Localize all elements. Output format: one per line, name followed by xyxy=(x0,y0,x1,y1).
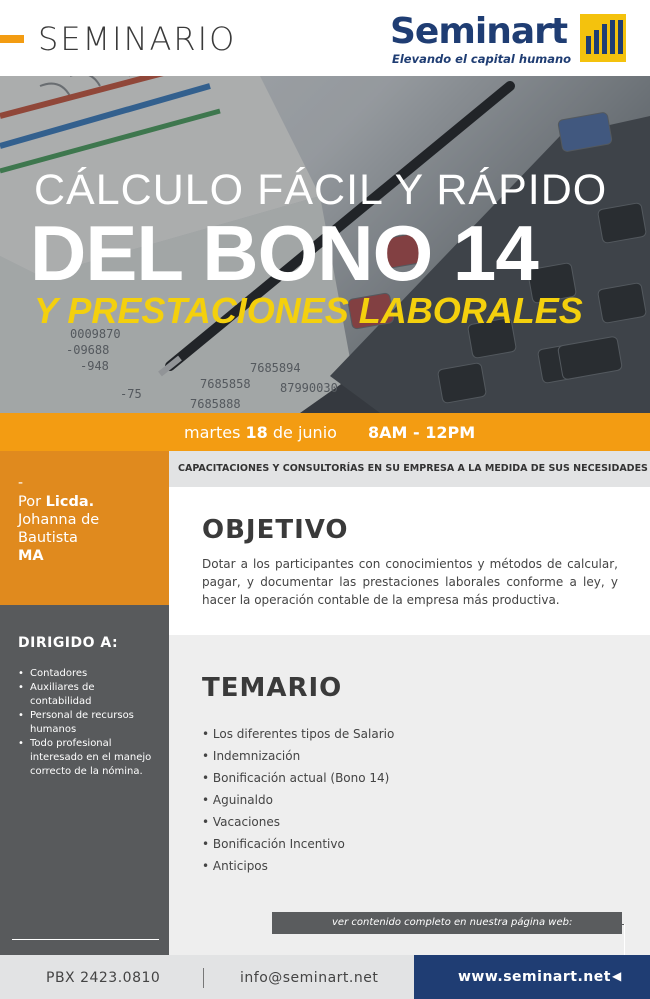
audience-item: • Contadores xyxy=(18,667,158,681)
arrow-left-icon: ◀ xyxy=(612,969,622,983)
syllabus-item: • Anticipos xyxy=(202,855,602,877)
syllabus-heading: TEMARIO xyxy=(202,673,343,703)
svg-text:7685858: 7685858 xyxy=(200,377,251,391)
speaker-panel xyxy=(0,451,169,605)
header xyxy=(0,0,650,76)
objective-heading: OBJETIVO xyxy=(202,515,349,545)
hero-banner xyxy=(0,76,650,413)
svg-text:-75: -75 xyxy=(120,387,142,401)
web-note-bar xyxy=(272,912,622,934)
svg-text:7685888: 7685888 xyxy=(190,397,241,411)
syllabus-item: • Aguinaldo xyxy=(202,789,602,811)
header-title: SEMINARIO xyxy=(38,20,237,58)
audience-heading: DIRIGIDO A: xyxy=(18,635,119,651)
audience-item: • Personal de recursos humanos xyxy=(18,709,158,737)
syllabus-list xyxy=(202,723,602,877)
seminart-logo[interactable] xyxy=(390,12,630,70)
hero-title-line-1: CÁLCULO FÁCIL Y RÁPIDO xyxy=(34,166,608,214)
audience-item: • Todo profesional interesado en el manejo correcto de la nómina. xyxy=(18,737,158,779)
syllabus-item: • Indemnización xyxy=(202,745,602,767)
syllabus-item: • Bonificación actual (Bono 14) xyxy=(202,767,602,789)
date-weekday: martes xyxy=(184,423,241,442)
hero-title-line-2: DEL BONO 14 xyxy=(30,209,538,297)
syllabus-section xyxy=(169,635,650,955)
speaker-dash: - xyxy=(18,475,24,491)
svg-text:7685894: 7685894 xyxy=(250,361,301,375)
date-bar xyxy=(0,413,650,451)
syllabus-item: • Los diferentes tipos de Salario xyxy=(202,723,602,745)
header-accent-bar xyxy=(0,35,24,43)
svg-text:-09688: -09688 xyxy=(66,343,110,357)
event-time: 8AM - 12PM xyxy=(368,423,476,442)
date-day-number: 18 xyxy=(245,423,268,442)
svg-text:0009870: 0009870 xyxy=(70,327,121,341)
speaker-degree: MA xyxy=(18,548,44,564)
syllabus-item: • Vacaciones xyxy=(202,811,602,833)
objective-section xyxy=(169,487,650,635)
syllabus-item: • Bonificación Incentivo xyxy=(202,833,602,855)
audience-panel xyxy=(0,605,169,955)
logo-wordmark: Seminart xyxy=(390,11,568,52)
divider xyxy=(12,939,159,940)
date-month: de junio xyxy=(272,423,337,442)
audience-list xyxy=(18,667,158,779)
svg-text:-948: -948 xyxy=(80,359,109,373)
footer xyxy=(0,955,650,999)
svg-text:87990030: 87990030 xyxy=(280,381,338,395)
footer-email[interactable]: info@seminart.net xyxy=(240,970,379,986)
footer-separator xyxy=(203,968,204,988)
audience-item: • Auxiliares de contabilidad xyxy=(18,681,158,709)
speaker-name: Johanna de Bautista xyxy=(18,512,100,546)
hero-subtitle: Y PRESTACIONES LABORALES xyxy=(34,290,583,331)
footer-website-link[interactable]: www.seminart.net xyxy=(458,969,611,985)
speaker-by: Por xyxy=(18,494,42,510)
capacitaciones-text: CAPACITACIONES Y CONSULTORÍAS EN SU EMPRESA A LA MEDIDA DE SUS NECESIDADES xyxy=(178,463,648,474)
footer-website-box[interactable] xyxy=(414,955,650,999)
footer-phone[interactable]: PBX 2423.0810 xyxy=(46,970,161,986)
capacitaciones-bar xyxy=(169,451,650,487)
speaker-info xyxy=(18,493,158,565)
event-date xyxy=(184,423,337,442)
speaker-title: Licda. xyxy=(45,494,95,510)
objective-text: Dotar a los participantes con conocimientos y métodos de calcular, pagar, y documentar las prestaciones laborales conforme a ley, y hacer la operación contable de la empresa más productiva. xyxy=(202,557,618,607)
logo-tagline: Elevando el capital humano xyxy=(392,52,572,66)
web-note-text: ver contenido completo en nuestra página web: xyxy=(332,917,573,928)
bar-chart-icon xyxy=(580,14,626,62)
